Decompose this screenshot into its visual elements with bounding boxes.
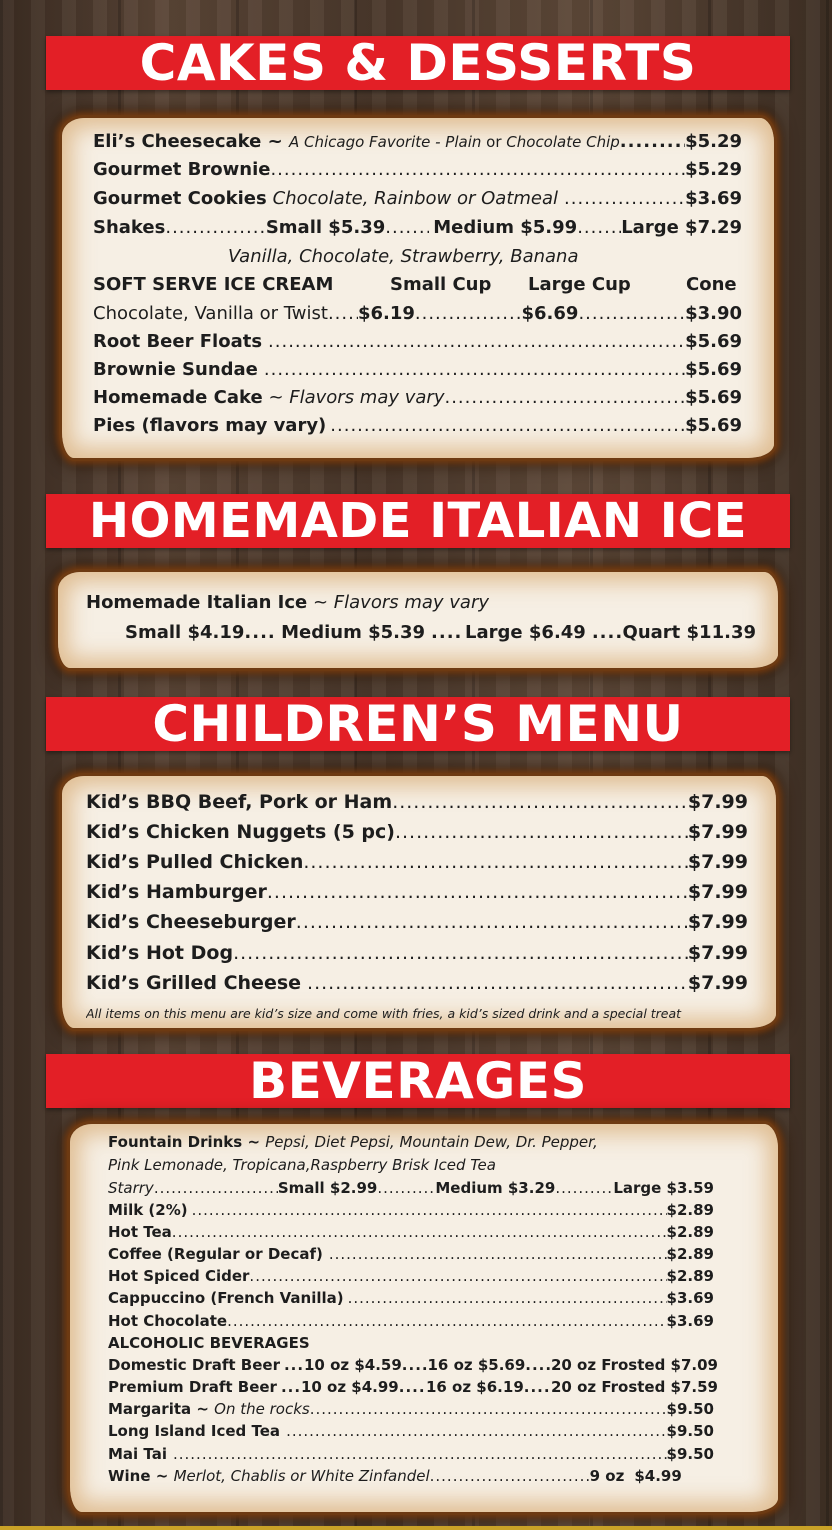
dot-leader (399, 1378, 426, 1396)
menu-item-kids (86, 851, 748, 873)
menu-item-margarita (108, 1400, 714, 1418)
fountain-large-price: Large $3.59 (613, 1179, 714, 1197)
dot-leader (286, 1422, 666, 1440)
menu-item-kids (86, 942, 748, 964)
item-name: Kid’s Hot Dog (86, 942, 234, 964)
dot-leader (430, 1467, 590, 1485)
item-price: $5.29 (685, 131, 742, 152)
dot-leader (165, 217, 265, 238)
italian-ice-heading: HOMEMADE ITALIAN ICE (46, 494, 790, 548)
childrens-menu-heading: CHILDREN’S MENU (46, 697, 790, 751)
menu-item-beverage (108, 1201, 714, 1219)
item-name: Hot Chocolate (108, 1312, 228, 1330)
item-price: $2.89 (666, 1245, 714, 1263)
item-name: Milk (2%) (108, 1201, 188, 1219)
menu-item-long-island-iced-tea (108, 1422, 714, 1440)
item-name: Wine (108, 1467, 151, 1485)
dot-leader (592, 622, 623, 643)
item-name: Coffee (Regular or Decaf) (108, 1245, 323, 1263)
domestic-16oz-price: 16 oz $5.69 (427, 1356, 526, 1374)
italian-ice-sizes (125, 622, 756, 643)
item-price: $7.99 (687, 821, 748, 843)
dot-leader (395, 821, 688, 843)
item-price: $5.69 (685, 387, 742, 408)
menu-item-kids (86, 911, 748, 933)
item-price: $2.89 (666, 1223, 714, 1241)
dot-leader (330, 415, 685, 436)
item-name: Domestic Draft Beer (108, 1356, 280, 1374)
tilde: ~ (261, 131, 289, 152)
soft-serve-title: SOFT SERVE ICE CREAM (93, 274, 334, 295)
item-price: $2.89 (666, 1267, 714, 1285)
dot-leader (284, 1356, 304, 1374)
menu-item-shakes (93, 217, 742, 238)
item-price: $7.99 (687, 911, 748, 933)
soft-serve-large-price: $6.69 (521, 303, 579, 324)
item-name: Hot Spiced Cider (108, 1267, 250, 1285)
menu-item-homemade-cake (93, 387, 742, 408)
item-name: Fountain Drinks (108, 1133, 243, 1151)
dot-leader (267, 881, 688, 903)
dot-leader (564, 188, 685, 209)
item-description-or: or (481, 133, 507, 151)
item-description: Pepsi, Diet Pepsi, Mountain Dew, Dr. Pepper, (265, 1133, 598, 1151)
item-description: On the rocks (214, 1400, 310, 1418)
item-price: $9.50 (666, 1422, 714, 1440)
dot-leader (296, 911, 688, 933)
soft-serve-col-small: Small Cup (390, 274, 492, 295)
beverages-heading: BEVERAGES (46, 1054, 790, 1108)
menu-item-kids (86, 821, 748, 843)
item-name: Gourmet Brownie (93, 159, 271, 180)
item-name: Kid’s Grilled Cheese (86, 972, 302, 994)
dot-leader (377, 1179, 435, 1197)
dot-leader (555, 1179, 613, 1197)
fountain-drinks-description: Pink Lemonade, Tropicana,Raspberry Brisk Iced Tea (108, 1156, 496, 1174)
item-name: Margarita (108, 1400, 192, 1418)
dot-leader (525, 1356, 551, 1374)
item-name: Kid’s Chicken Nuggets (5 pc) (86, 821, 395, 843)
tilde: ~ (262, 387, 290, 408)
premium-16oz-price: 16 oz $6.19 (425, 1378, 524, 1396)
item-name: Hot Tea (108, 1223, 172, 1241)
childrens-menu-note: All items on this menu are kid’s size and come with fries, a kid’s sized drink and a special treat (86, 1006, 682, 1021)
soft-serve-col-large: Large Cup (528, 274, 631, 295)
dot-leader (392, 791, 688, 813)
item-price: $5.69 (685, 359, 742, 380)
alcoholic-beverages-title: ALCOHOLIC BEVERAGES (108, 1334, 310, 1352)
wine-size: 9 oz (589, 1467, 625, 1485)
dot-leader (303, 851, 688, 873)
item-description: Chocolate, Vanilla or Twist (93, 303, 328, 324)
tilde: ~ (307, 592, 334, 613)
menu-item-soft-serve (93, 303, 742, 324)
menu-item-gourmet-brownie (93, 159, 742, 180)
item-name: Brownie Sundae (93, 359, 258, 380)
item-price: $3.69 (685, 188, 742, 209)
menu-item-beverage (108, 1312, 714, 1330)
menu-item-gourmet-cookies (93, 188, 742, 209)
soft-serve-cone-price: $3.90 (685, 303, 742, 324)
soft-serve-small-price: $6.19 (357, 303, 415, 324)
item-price: $7.99 (687, 791, 748, 813)
shakes-flavors: Vanilla, Chocolate, Strawberry, Banana (228, 246, 579, 267)
item-price: $7.99 (687, 972, 748, 994)
dot-leader (307, 972, 688, 994)
dot-leader (415, 303, 522, 324)
dot-leader (249, 1267, 666, 1285)
menu-item-elis-cheesecake (93, 131, 742, 152)
item-name: Kid’s Hamburger (86, 881, 267, 903)
item-price: $7.99 (687, 881, 748, 903)
item-description: Flavors may vary (289, 387, 445, 408)
item-description: A Chicago Favorite - Plain (288, 133, 482, 151)
shakes-small-price: Small $5.39 (265, 217, 386, 238)
item-name: Kid’s Cheeseburger (86, 911, 296, 933)
premium-10oz-price: 10 oz $4.99 (300, 1378, 399, 1396)
menu-item-brownie-sundae (93, 359, 742, 380)
dot-leader (578, 303, 685, 324)
item-price: $5.29 (685, 159, 742, 180)
menu-item-italian-ice (86, 592, 489, 613)
fountain-medium-price: Medium $3.29 (435, 1179, 556, 1197)
bottom-accent-line (0, 1526, 832, 1530)
ice-medium-price: Medium $5.39 (281, 622, 426, 643)
item-price: $5.69 (685, 415, 742, 436)
fountain-drinks-sizes (108, 1179, 714, 1197)
item-name: Eli’s Cheesecake (93, 131, 262, 152)
item-name: Gourmet Cookies (93, 188, 267, 209)
italian-ice-panel (58, 572, 778, 668)
fountain-small-price: Small $2.99 (277, 1179, 378, 1197)
shakes-large-price: Large $7.29 (621, 217, 742, 238)
item-name: Homemade Italian Ice (86, 592, 308, 613)
tilde: ~ (150, 1467, 174, 1485)
premium-20oz-price: 20 oz Frosted $7.59 (550, 1378, 718, 1396)
item-description: Flavors may vary (333, 592, 490, 613)
ice-small-price: Small $4.19 (125, 622, 245, 643)
item-description: Starry (108, 1179, 154, 1197)
menu-item-root-beer-floats (93, 331, 742, 352)
item-price: $4.99 (634, 1467, 682, 1485)
dot-leader (270, 159, 685, 180)
item-price: $9.50 (666, 1445, 714, 1463)
item-name: Shakes (93, 217, 166, 238)
dot-leader (227, 1312, 666, 1330)
tilde: ~ (191, 1400, 215, 1418)
tilde: ~ (242, 1133, 266, 1151)
item-name: Premium Draft Beer (108, 1378, 277, 1396)
item-name: Root Beer Floats (93, 331, 263, 352)
item-price: $2.89 (666, 1201, 714, 1219)
menu-item-domestic-draft-beer (108, 1356, 718, 1374)
item-price: $3.69 (666, 1312, 714, 1330)
item-name: Kid’s BBQ Beef, Pork or Ham (86, 791, 393, 813)
menu-item-beverage (108, 1267, 714, 1285)
menu-item-kids (86, 881, 748, 903)
dot-leader (577, 217, 621, 238)
dot-leader (385, 217, 429, 238)
menu-item-premium-draft-beer (108, 1378, 718, 1396)
dot-leader (173, 1445, 667, 1463)
dot-leader (431, 622, 461, 643)
ice-quart-price: Quart $11.39 (622, 622, 756, 643)
item-name: Pies (flavors may vary) (93, 415, 327, 436)
dot-leader (172, 1223, 667, 1241)
dot-leader (524, 1378, 551, 1396)
item-name: Mai Tai (108, 1445, 167, 1463)
dot-leader (281, 1378, 301, 1396)
item-price: $5.69 (685, 331, 742, 352)
item-price: $3.69 (666, 1289, 714, 1307)
item-name: Cappuccino (French Vanilla) (108, 1289, 344, 1307)
item-name: Homemade Cake (93, 387, 263, 408)
dot-leader (268, 331, 685, 352)
item-price: $7.99 (687, 942, 748, 964)
item-name: Kid’s Pulled Chicken (86, 851, 304, 873)
menu-item-beverage (108, 1223, 714, 1241)
dot-leader (329, 1245, 667, 1263)
dot-leader (402, 1356, 428, 1374)
menu-item-beverage (108, 1289, 714, 1307)
item-description: Chocolate Chip (506, 133, 620, 151)
item-description: Merlot, Chablis or White Zinfandel (173, 1467, 430, 1485)
item-description: Chocolate, Rainbow or Oatmeal (272, 188, 559, 209)
item-price: $7.99 (687, 851, 748, 873)
shakes-medium-price: Medium $5.99 (433, 217, 578, 238)
domestic-20oz-price: 20 oz Frosted $7.09 (550, 1356, 718, 1374)
dot-leader (233, 942, 688, 964)
menu-item-beverage (108, 1245, 714, 1263)
item-name: Long Island Iced Tea (108, 1422, 281, 1440)
ice-large-price: Large $6.49 (465, 622, 586, 643)
dot-leader (620, 131, 685, 152)
menu-item-pies (93, 415, 742, 436)
domestic-10oz-price: 10 oz $4.59 (303, 1356, 402, 1374)
dot-leader (154, 1179, 278, 1197)
dot-leader (264, 359, 685, 380)
item-price: $9.50 (666, 1400, 714, 1418)
dot-leader (244, 622, 275, 643)
dot-leader (310, 1400, 667, 1418)
dot-leader (328, 303, 358, 324)
dot-leader (192, 1201, 667, 1219)
dot-leader (444, 387, 685, 408)
menu-item-wine (108, 1467, 714, 1485)
dot-leader (348, 1289, 667, 1307)
menu-item-kids (86, 972, 748, 994)
cakes-desserts-heading: CAKES & DESSERTS (46, 36, 790, 90)
menu-item-kids (86, 791, 748, 813)
menu-item-fountain-drinks (108, 1133, 598, 1151)
menu-item-mai-tai (108, 1445, 714, 1463)
soft-serve-col-cone: Cone (686, 274, 737, 295)
